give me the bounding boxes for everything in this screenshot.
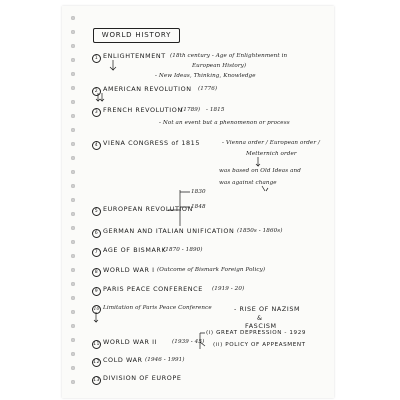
note: FASCISM — [245, 322, 277, 330]
item-number: 9 — [92, 287, 101, 296]
down-arrow — [94, 312, 98, 322]
down-arrow — [96, 93, 100, 101]
page-title: WORLD HISTORY — [93, 28, 180, 43]
item-number: 5 — [92, 207, 101, 216]
note: - Not an event but a phenomenon or process — [159, 120, 290, 126]
note: - New Ideas, Thinking, Knowledge — [155, 73, 256, 79]
item-number: 11 — [93, 342, 101, 347]
item-number: 2 — [92, 87, 101, 96]
item-label: FRENCH REVOLUTION — [103, 106, 183, 114]
year: (1939 - 45) — [172, 339, 205, 345]
item-number: 4 — [92, 141, 101, 150]
note: - RISE OF NAZISM — [234, 305, 301, 313]
item-label: WORLD WAR II — [103, 338, 158, 346]
item-number: 1 — [92, 54, 101, 63]
note: European History) — [192, 63, 247, 69]
year: (1850s - 1860s) — [237, 228, 283, 234]
bracket-ticks — [180, 192, 190, 207]
note: - Vienna order / European order / — [222, 140, 320, 146]
item-number: 10 — [93, 307, 100, 312]
item-number: 12 — [93, 360, 101, 365]
note: was against change — [219, 180, 277, 186]
item-label: AGE OF BISMARK — [103, 246, 167, 254]
item-number: 13 — [93, 378, 101, 383]
down-arrow — [256, 157, 260, 166]
year: 1830 — [191, 189, 206, 195]
year: (1919 - 20) — [212, 286, 245, 292]
item-label: WORLD WAR I — [103, 266, 155, 274]
bracket-line — [200, 333, 205, 349]
year-end: - 1815 — [206, 107, 225, 113]
item-number: 7 — [92, 248, 101, 257]
item-label: EUROPEAN REVOLUTION — [103, 205, 193, 213]
item-label: VIENA CONGRESS of 1815 — [103, 139, 200, 147]
pen-tick — [262, 186, 268, 191]
year: (1870 - 1890) — [163, 247, 203, 253]
note: & — [257, 314, 263, 322]
item-label: COLD WAR — [103, 356, 143, 364]
item-label: PARIS PEACE CONFERENCE — [103, 285, 203, 293]
note: (ii) POLICY OF APPEASMENT — [213, 342, 306, 348]
note: was based on Old Ideas and — [219, 168, 301, 174]
item-label: DIVISION OF EUROPE — [103, 374, 182, 382]
item-label: GERMAN AND ITALIAN UNIFICATION — [103, 227, 235, 235]
year: (1776) — [198, 86, 218, 92]
item-number: 3 — [92, 108, 101, 117]
year: (1946 - 1991) — [145, 357, 185, 363]
year: 1848 — [191, 204, 206, 210]
down-arrow — [100, 93, 104, 101]
note: (Outcome of Bismark Foreign Policy) — [157, 267, 266, 273]
item-number: 6 — [92, 229, 101, 238]
down-arrow — [110, 60, 116, 70]
item-label: ENLIGHTENMENT — [103, 52, 166, 60]
note: Metternich order — [246, 151, 297, 157]
item-label: AMERICAN REVOLUTION — [103, 85, 192, 93]
note: (i) GREAT DEPRESSION - 1929 — [206, 330, 307, 336]
note: (18th century - Age of Enlightenment in — [170, 53, 288, 59]
item-label: Limitation of Paris Peace Conference — [103, 305, 212, 311]
item-number: 8 — [92, 268, 101, 277]
year: (1789) — [181, 107, 201, 113]
